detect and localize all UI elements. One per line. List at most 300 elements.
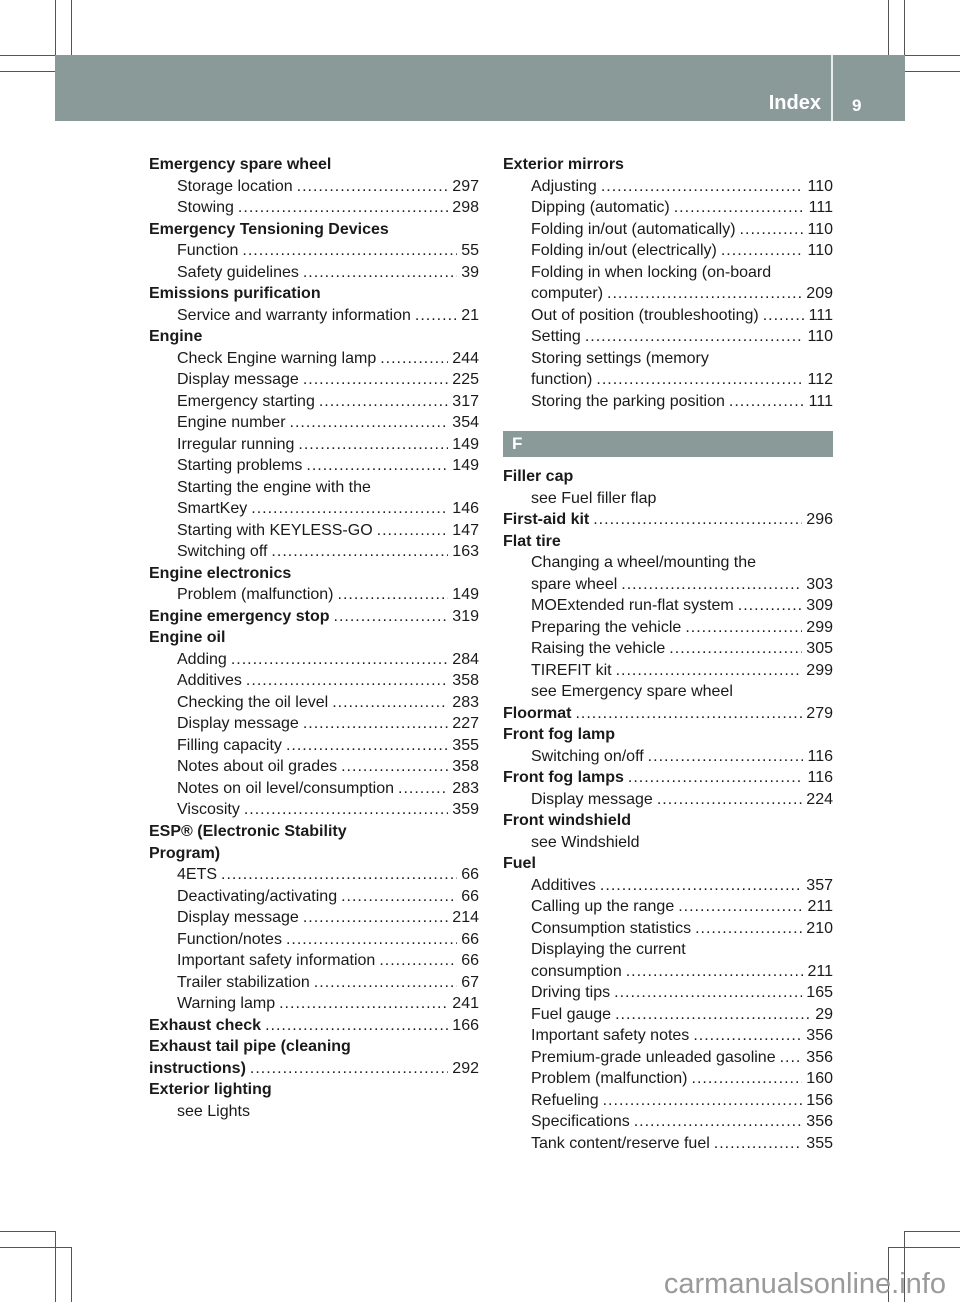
- entry-label: Fuel gauge: [531, 1005, 612, 1023]
- index-subentry: [149, 929, 479, 951]
- entry-label: Display message: [177, 371, 299, 389]
- dot-leader: [621, 574, 802, 596]
- index-heading: [149, 326, 479, 348]
- index-heading: [149, 1036, 479, 1058]
- dot-leader: [271, 541, 448, 563]
- entry-label: Adjusting: [531, 177, 597, 195]
- entry-label: Exhaust tail pipe (cleaning: [149, 1038, 351, 1056]
- page-reference: 116: [807, 747, 833, 765]
- dot-leader: [297, 176, 449, 198]
- entry-label: Changing a wheel/mounting the: [531, 554, 757, 572]
- index-subentry: [149, 972, 479, 994]
- page-reference: 66: [461, 930, 479, 948]
- index-subentry: [503, 1025, 833, 1047]
- page-reference: 283: [452, 693, 479, 711]
- index-subentry: [503, 219, 833, 241]
- index-subentry: [503, 1133, 833, 1155]
- entry-label: Display message: [177, 715, 299, 733]
- entry-label: see Emergency spare wheel: [531, 683, 733, 701]
- entry-label: Engine number: [177, 414, 286, 432]
- entry-label: Display message: [531, 790, 653, 808]
- dot-leader: [763, 305, 805, 327]
- crop-mark: [0, 55, 55, 56]
- entry-label: Filling capacity: [177, 736, 282, 754]
- index-heading: [503, 810, 833, 832]
- entry-label: Problem (malfunction): [177, 586, 334, 604]
- index-subentry: [149, 520, 479, 542]
- entry-label: Filler cap: [503, 468, 574, 485]
- page-reference: 292: [452, 1059, 479, 1077]
- section-letter-band: F: [503, 431, 833, 457]
- index-subentry: [149, 692, 479, 714]
- page-reference: 110: [807, 328, 833, 346]
- index-subentry: [149, 391, 479, 413]
- entry-label: Tank content/reserve fuel: [531, 1134, 710, 1152]
- index-heading: [149, 563, 479, 585]
- index-heading: [503, 853, 833, 875]
- dot-leader: [303, 713, 448, 735]
- index-column-right-top: [503, 154, 833, 412]
- dot-leader: [695, 918, 802, 940]
- entry-label: Switching off: [177, 543, 268, 561]
- index-subentry: [503, 391, 833, 413]
- entry-label: Folding in/out (electrically): [531, 242, 717, 260]
- index-subentry: [503, 918, 833, 940]
- entry-label: Function/notes: [177, 930, 282, 948]
- page-reference: 165: [806, 984, 833, 1002]
- index-continuation: [149, 477, 479, 499]
- dot-leader: [415, 305, 457, 327]
- entry-label: Display message: [177, 909, 299, 927]
- section-title: Index: [768, 92, 821, 114]
- entry-label: Storing the parking position: [531, 392, 725, 410]
- page-reference: 298: [452, 199, 479, 217]
- dot-leader: [279, 993, 448, 1015]
- index-subentry: [503, 961, 833, 983]
- dot-leader: [398, 778, 448, 800]
- page-reference: 356: [806, 1113, 833, 1131]
- index-heading: [503, 466, 833, 488]
- entry-label: ESP® (Electronic Stability: [149, 822, 347, 840]
- dot-leader: [603, 1090, 803, 1112]
- dot-leader: [341, 886, 457, 908]
- index-subentry: [503, 240, 833, 262]
- dot-leader: [286, 929, 457, 951]
- page-reference: 296: [806, 511, 833, 529]
- index-heading: [149, 283, 479, 305]
- page-number: 9: [852, 96, 862, 115]
- entry-label: Emergency starting: [177, 392, 315, 410]
- page-reference: 210: [806, 919, 833, 937]
- page-reference: 211: [807, 898, 833, 916]
- dot-leader: [692, 1068, 803, 1090]
- index-heading: [149, 606, 479, 628]
- page-reference: 163: [452, 543, 479, 561]
- dot-leader: [585, 326, 804, 348]
- page-reference: 110: [807, 177, 833, 195]
- page-reference: 211: [807, 962, 833, 980]
- dot-leader: [721, 240, 804, 262]
- page-reference: 356: [806, 1027, 833, 1045]
- page-reference: 55: [461, 242, 479, 260]
- dot-leader: [600, 875, 802, 897]
- index-heading: [149, 1015, 479, 1037]
- dot-leader: [250, 1058, 448, 1080]
- page-reference: 356: [806, 1048, 833, 1066]
- entry-label: Irregular running: [177, 435, 295, 453]
- entry-label: see Lights: [177, 1102, 250, 1120]
- index-subentry: [149, 176, 479, 198]
- page-reference: 297: [452, 177, 479, 195]
- index-subentry: [503, 305, 833, 327]
- page-reference: 354: [452, 414, 479, 432]
- dot-leader: [231, 649, 448, 671]
- entry-label: MOExtended run-flat system: [531, 597, 734, 615]
- page-reference: 146: [452, 500, 479, 518]
- dot-leader: [242, 240, 457, 262]
- page-reference: 227: [452, 715, 479, 733]
- dot-leader: [615, 1004, 811, 1026]
- entry-label: Storage location: [177, 177, 293, 195]
- dot-leader: [238, 197, 448, 219]
- entry-label: Safety guidelines: [177, 263, 299, 281]
- entry-label: Front fog lamp: [503, 726, 615, 744]
- dot-leader: [714, 1133, 803, 1155]
- crop-mark: [0, 1231, 55, 1232]
- index-continuation: [503, 681, 833, 703]
- entry-label: Trailer stabilization: [177, 973, 310, 991]
- index-heading: [149, 1058, 479, 1080]
- index-heading: [503, 703, 833, 725]
- index-subentry: [503, 638, 833, 660]
- page-reference: 305: [806, 640, 833, 658]
- entry-label: Starting problems: [177, 457, 303, 475]
- dot-leader: [780, 1047, 803, 1069]
- index-subentry: [503, 1004, 833, 1026]
- index-subentry: [149, 713, 479, 735]
- dot-leader: [657, 789, 802, 811]
- entry-label: see Fuel filler flap: [531, 489, 657, 507]
- index-continuation: [503, 348, 833, 370]
- dot-leader: [380, 348, 448, 370]
- entry-label: Folding in when locking (on-board: [531, 263, 772, 281]
- dot-leader: [244, 799, 448, 821]
- page-reference: 224: [806, 790, 833, 808]
- entry-label: Fuel: [503, 855, 536, 873]
- entry-label: Viscosity: [177, 801, 240, 819]
- dot-leader: [314, 972, 457, 994]
- index-continuation: [503, 939, 833, 961]
- crop-mark: [905, 71, 960, 72]
- page-reference: 111: [808, 306, 833, 324]
- index-continuation: [503, 552, 833, 574]
- dot-leader: [607, 283, 802, 305]
- index-subentry: [149, 670, 479, 692]
- dot-leader: [332, 692, 448, 714]
- index-subentry: [149, 348, 479, 370]
- page-reference: 29: [815, 1005, 833, 1023]
- index-subentry: [149, 778, 479, 800]
- index-heading: [503, 531, 833, 553]
- entry-label: 4ETS: [177, 866, 218, 884]
- entry-label: Exhaust check: [149, 1016, 262, 1034]
- entry-label: Adding: [177, 650, 227, 668]
- page-reference: 225: [452, 371, 479, 389]
- index-subentry: [503, 326, 833, 348]
- entry-label: Warning lamp: [177, 995, 276, 1013]
- index-column-right-bottom: [503, 466, 833, 1155]
- entry-label: Flat tire: [503, 532, 561, 550]
- page-reference: 358: [452, 758, 479, 776]
- crop-mark: [904, 0, 905, 55]
- index-subentry: [503, 789, 833, 811]
- dot-leader: [298, 434, 448, 456]
- page-reference: 66: [461, 887, 479, 905]
- dot-leader: [246, 670, 448, 692]
- entry-label: Engine: [149, 328, 203, 346]
- index-heading: [503, 767, 833, 789]
- index-heading: [149, 1079, 479, 1101]
- dot-leader: [593, 509, 802, 531]
- page-reference: 244: [452, 349, 479, 367]
- dot-leader: [251, 498, 448, 520]
- page-reference: 209: [806, 285, 833, 303]
- index-heading: [149, 843, 479, 865]
- entry-label: Engine emergency stop: [149, 607, 330, 625]
- index-subentry: [149, 305, 479, 327]
- crop-mark: [71, 0, 72, 55]
- dot-leader: [290, 412, 449, 434]
- dot-leader: [303, 369, 448, 391]
- page-reference: 166: [452, 1016, 479, 1034]
- dot-leader: [674, 197, 805, 219]
- index-subentry: [503, 595, 833, 617]
- crop-mark: [905, 1231, 960, 1232]
- entry-label: Deactivating/activating: [177, 887, 338, 905]
- entry-label: Notes on oil level/consumption: [177, 779, 395, 797]
- entry-label: Emissions purification: [149, 285, 321, 303]
- dot-leader: [628, 767, 804, 789]
- index-subentry: [149, 498, 479, 520]
- entry-label: Switching on/off: [531, 747, 644, 765]
- entry-label: Front fog lamps: [503, 769, 624, 787]
- entry-label: see Windshield: [531, 833, 640, 851]
- page-reference: 110: [807, 220, 833, 238]
- entry-label: SmartKey: [177, 500, 248, 518]
- crop-mark: [0, 1247, 71, 1248]
- page-reference: 156: [806, 1091, 833, 1109]
- entry-label: computer): [531, 285, 604, 303]
- index-subentry: [503, 197, 833, 219]
- page-reference: 111: [808, 199, 833, 217]
- entry-label: Emergency Tensioning Devices: [149, 220, 389, 238]
- dot-leader: [334, 606, 449, 628]
- page-reference: 21: [461, 306, 479, 324]
- dot-leader: [693, 1025, 802, 1047]
- index-subentry: [503, 896, 833, 918]
- crop-mark: [905, 55, 960, 56]
- entry-label: Calling up the range: [531, 898, 675, 916]
- page-reference: 39: [461, 263, 479, 281]
- dot-leader: [648, 746, 804, 768]
- index-subentry: [149, 649, 479, 671]
- dot-leader: [575, 703, 802, 725]
- page-reference: 149: [452, 586, 479, 604]
- page-reference: 214: [452, 909, 479, 927]
- header-divider: [831, 55, 833, 121]
- index-subentry: [149, 584, 479, 606]
- dot-leader: [379, 950, 457, 972]
- entry-label: Starting the engine with the: [177, 478, 371, 496]
- entry-label: Premium-grade unleaded gasoline: [531, 1048, 776, 1066]
- dot-leader: [306, 455, 448, 477]
- watermark: carmanualsonline.info: [663, 1268, 946, 1300]
- dot-leader: [740, 219, 804, 241]
- entry-label: Setting: [531, 328, 581, 346]
- index-heading: [149, 627, 479, 649]
- entry-label: First-aid kit: [503, 511, 590, 529]
- page-reference: 357: [806, 876, 833, 894]
- entry-label: Dipping (automatic): [531, 199, 670, 217]
- index-subentry: [503, 617, 833, 639]
- index-subentry: [503, 176, 833, 198]
- page-reference: 355: [806, 1134, 833, 1152]
- index-subentry: [149, 993, 479, 1015]
- page-reference: 112: [807, 371, 833, 389]
- page-reference: 319: [452, 607, 479, 625]
- entry-label: Check Engine warning lamp: [177, 349, 377, 367]
- index-subentry: [149, 369, 479, 391]
- dot-leader: [596, 369, 803, 391]
- dot-leader: [303, 907, 448, 929]
- page-reference: 66: [461, 866, 479, 884]
- entry-label: Important safety information: [177, 952, 376, 970]
- page-reference: 299: [806, 618, 833, 636]
- dot-leader: [303, 262, 457, 284]
- page-reference: 299: [806, 661, 833, 679]
- entry-label: Engine oil: [149, 629, 226, 647]
- entry-label: Specifications: [531, 1113, 630, 1131]
- page-reference: 284: [452, 650, 479, 668]
- entry-label: Function: [177, 242, 239, 260]
- index-subentry: [503, 982, 833, 1004]
- dot-leader: [729, 391, 805, 413]
- entry-label: TIREFIT kit: [531, 661, 612, 679]
- entry-label: Starting with KEYLESS-GO: [177, 521, 373, 539]
- page-reference: 317: [452, 392, 479, 410]
- crop-mark: [888, 1247, 960, 1248]
- index-subentry: [503, 875, 833, 897]
- index-heading: [503, 154, 833, 176]
- entry-label: Folding in/out (automatically): [531, 220, 736, 238]
- entry-label: instructions): [149, 1059, 246, 1077]
- page-reference: 358: [452, 672, 479, 690]
- entry-label: Program): [149, 844, 221, 862]
- entry-label: Refueling: [531, 1091, 599, 1109]
- entry-label: function): [531, 371, 593, 389]
- entry-label: Front windshield: [503, 812, 631, 830]
- dot-leader: [614, 982, 802, 1004]
- entry-label: Storing settings (memory: [531, 349, 709, 367]
- index-heading: [503, 509, 833, 531]
- crop-mark: [55, 0, 56, 55]
- page-reference: 149: [452, 457, 479, 475]
- page-reference: 241: [452, 995, 479, 1013]
- index-subentry: [149, 455, 479, 477]
- dot-leader: [341, 756, 448, 778]
- dot-leader: [678, 896, 803, 918]
- index-subentry: [149, 240, 479, 262]
- entry-label: Additives: [531, 876, 596, 894]
- dot-leader: [626, 961, 804, 983]
- entry-label: Out of position (troubleshooting): [531, 306, 759, 324]
- crop-mark: [55, 1231, 56, 1302]
- page-reference: 116: [807, 769, 833, 787]
- index-subentry: [503, 1111, 833, 1133]
- entry-label: Notes about oil grades: [177, 758, 338, 776]
- entry-label: Additives: [177, 672, 242, 690]
- dot-leader: [685, 617, 802, 639]
- entry-label: Engine electronics: [149, 564, 292, 582]
- index-subentry: [149, 756, 479, 778]
- page-reference: 110: [807, 242, 833, 260]
- index-continuation: [503, 488, 833, 510]
- entry-label: Exterior lighting: [149, 1081, 272, 1099]
- entry-label: Checking the oil level: [177, 693, 329, 711]
- index-heading: [149, 219, 479, 241]
- index-continuation: [503, 262, 833, 284]
- index-subentry: [149, 197, 479, 219]
- index-subentry: [503, 283, 833, 305]
- dot-leader: [286, 735, 448, 757]
- entry-label: Important safety notes: [531, 1027, 690, 1045]
- page-reference: 149: [452, 435, 479, 453]
- page-reference: 309: [806, 597, 833, 615]
- index-subentry: [503, 1047, 833, 1069]
- entry-label: Driving tips: [531, 984, 611, 1002]
- index-heading: [149, 821, 479, 843]
- entry-label: Floormat: [503, 704, 572, 722]
- page-reference: 279: [806, 704, 833, 722]
- index-subentry: [149, 950, 479, 972]
- dot-leader: [319, 391, 448, 413]
- page-reference: 66: [461, 952, 479, 970]
- index-subentry: [149, 541, 479, 563]
- index-subentry: [149, 262, 479, 284]
- page-reference: 355: [452, 736, 479, 754]
- crop-mark: [888, 0, 889, 55]
- index-subentry: [149, 434, 479, 456]
- dot-leader: [377, 520, 449, 542]
- page-reference: 67: [461, 973, 479, 991]
- crop-mark: [0, 71, 55, 72]
- entry-label: Preparing the vehicle: [531, 618, 682, 636]
- index-subentry: [503, 369, 833, 391]
- page-reference: 111: [808, 392, 833, 410]
- index-subentry: [149, 886, 479, 908]
- dot-leader: [669, 638, 802, 660]
- index-heading: [149, 154, 479, 176]
- entry-label: Raising the vehicle: [531, 640, 666, 658]
- index-subentry: [149, 907, 479, 929]
- index-continuation: [149, 1101, 479, 1123]
- page-reference: 147: [452, 521, 479, 539]
- entry-label: Consumption statistics: [531, 919, 692, 937]
- page-header: [55, 55, 905, 121]
- dot-leader: [616, 660, 803, 682]
- index-subentry: [503, 660, 833, 682]
- crop-mark: [71, 1247, 72, 1302]
